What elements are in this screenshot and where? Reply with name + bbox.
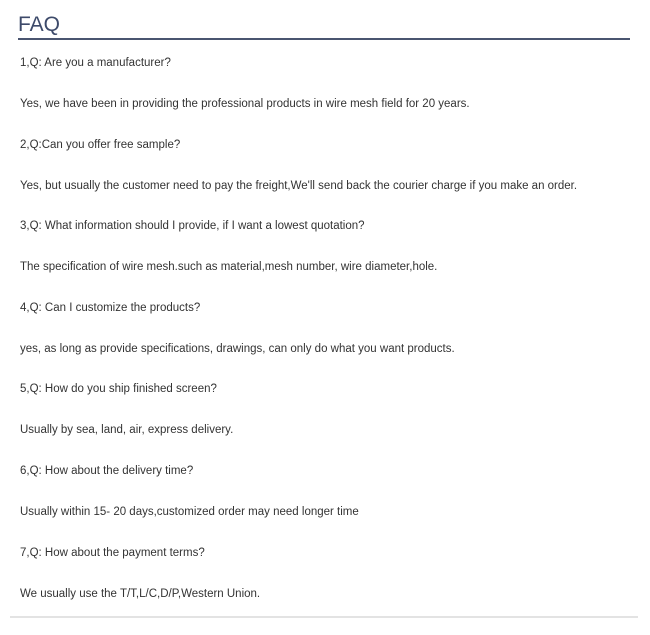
faq-question-4: 4,Q: Can I customize the products? — [20, 302, 201, 314]
faq-answer-6: Usually within 15- 20 days,customized order may need longer time — [20, 506, 359, 518]
faq-question-6: 6,Q: How about the delivery time? — [20, 465, 194, 477]
title-divider — [18, 38, 630, 40]
faq-answer-3: The specification of wire mesh.such as material,mesh number, wire diameter,hole. — [20, 261, 438, 273]
faq-question-2: 2,Q:Can you offer free sample? — [20, 139, 181, 151]
faq-question-5: 5,Q: How do you ship finished screen? — [20, 383, 217, 395]
faq-answer-7: We usually use the T/T,L/C,D/P,Western Union. — [20, 588, 261, 600]
faq-answer-2: Yes, but usually the customer need to pay the freight,We'll send back the courier charge if you make an order. — [20, 180, 578, 192]
faq-title: FAQ — [18, 13, 61, 36]
faq-section — [10, 0, 638, 618]
faq-answer-1: Yes, we have been in providing the professional products in wire mesh field for 20 years. — [20, 98, 470, 110]
faq-question-1: 1,Q: Are you a manufacturer? — [20, 57, 171, 69]
faq-answer-5: Usually by sea, land, air, express delivery. — [20, 424, 234, 436]
faq-answer-4: yes, as long as provide specifications, drawings, can only do what you want products. — [20, 343, 455, 355]
faq-question-3: 3,Q: What information should I provide, if I want a lowest quotation? — [20, 220, 365, 232]
faq-question-7: 7,Q: How about the payment terms? — [20, 547, 205, 559]
